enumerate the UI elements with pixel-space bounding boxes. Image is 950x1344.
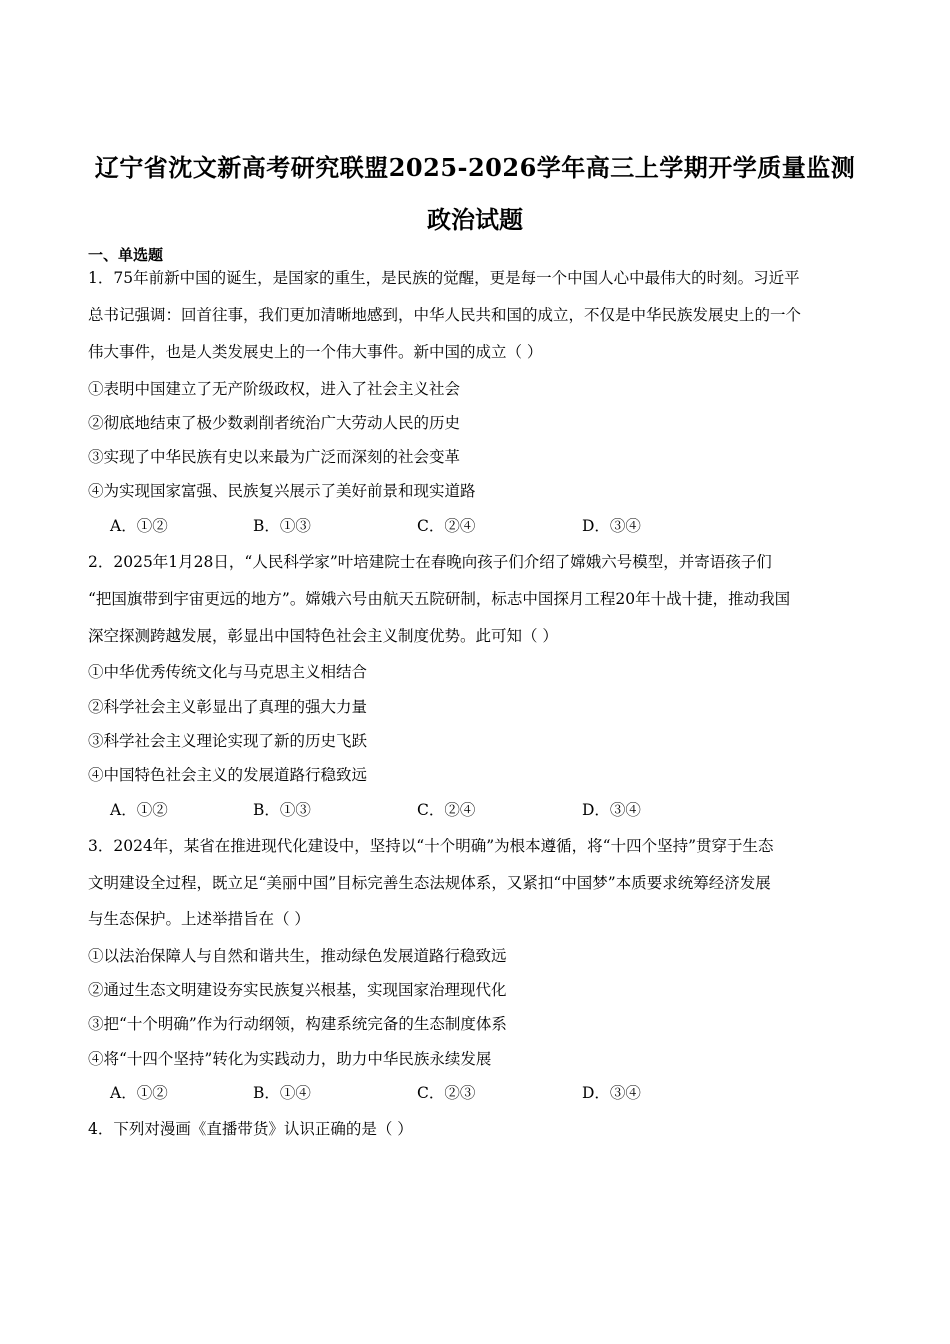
q3-option-c[interactable]: C．②③ — [417, 1084, 476, 1102]
q1-option-b[interactable]: B．①③ — [253, 517, 311, 535]
q2-item: ④中国特色社会主义的发展道路行稳致远 — [88, 766, 368, 784]
q1-option-d[interactable]: D．③④ — [582, 517, 641, 535]
q2-stem-line: 2．2025年1月28日，“人民科学家”叶培建院士在春晚向孩子们介绍了嫦娥六号模型，并寄语孩子们 — [88, 553, 772, 571]
q3-item: ①以法治保障人与自然和谐共生，推动绿色发展道路行稳致远 — [88, 947, 507, 965]
q2-item: ①中华优秀传统文化与马克思主义相结合 — [88, 663, 368, 681]
q3-option-d[interactable]: D．③④ — [582, 1084, 641, 1102]
section-heading: 一、单选题 — [88, 246, 164, 264]
q4-stem-line: 4．下列对漫画《直播带货》认识正确的是（ ） — [88, 1120, 413, 1138]
q1-item: ③实现了中华民族有史以来最为广泛而深刻的社会变革 — [88, 448, 461, 466]
q3-item: ④将“十四个坚持”转化为实践动力，助力中华民族永续发展 — [88, 1050, 492, 1068]
q2-option-b[interactable]: B．①③ — [253, 801, 311, 819]
q1-item: ①表明中国建立了无产阶级政权，进入了社会主义社会 — [88, 380, 461, 398]
q2-option-d[interactable]: D．③④ — [582, 801, 641, 819]
q2-item: ③科学社会主义理论实现了新的历史飞跃 — [88, 732, 368, 750]
q1-option-c[interactable]: C．②④ — [417, 517, 476, 535]
q1-option-a[interactable]: A．①② — [110, 517, 168, 535]
q3-stem-line: 3．2024年，某省在推进现代化建设中，坚持以“十个明确”为根本遵循，将“十四个坚持”贯穿于生态 — [88, 837, 774, 855]
q1-item: ②彻底地结束了极少数剥削者统治广大劳动人民的历史 — [88, 414, 461, 432]
exam-title: 辽宁省沈文新高考研究联盟2025-2026学年高三上学期开学质量监测 — [94, 153, 856, 182]
q1-item: ④为实现国家富强、民族复兴展示了美好前景和现实道路 — [88, 482, 476, 500]
q1-stem-line: 总书记强调：回首往事，我们更加清晰地感到，中华人民共和国的成立，不仅是中华民族发展史上的一个 — [88, 306, 802, 324]
q3-item: ③把“十个明确”作为行动纲领，构建系统完备的生态制度体系 — [88, 1015, 507, 1033]
exam-subject: 政治试题 — [427, 205, 523, 234]
q3-stem-line: 文明建设全过程，既立足“美丽中国”目标完善生态法规体系，又紧扣“中国梦”本质要求统筹经济发展 — [88, 874, 771, 892]
q2-option-a[interactable]: A．①② — [110, 801, 168, 819]
q2-stem-line: 深空探测跨越发展，彰显出中国特色社会主义制度优势。此可知（ ） — [88, 627, 558, 645]
q2-stem-line: “把国旗带到宇宙更远的地方”。嫦娥六号由航天五院研制，标志中国探月工程20年十战十捷，推动我国 — [88, 590, 791, 608]
q1-stem-line: 伟大事件，也是人类发展史上的一个伟大事件。新中国的成立（ ） — [88, 343, 543, 361]
q3-item: ②通过生态文明建设夯实民族复兴根基，实现国家治理现代化 — [88, 981, 507, 999]
q2-option-c[interactable]: C．②④ — [417, 801, 476, 819]
q2-item: ②科学社会主义彰显出了真理的强大力量 — [88, 698, 368, 716]
q1-stem-line: 1．75年前新中国的诞生，是国家的重生，是民族的觉醒，更是每一个中国人心中最伟大的时刻。习近平 — [88, 269, 800, 287]
q3-stem-line: 与生态保护。上述举措旨在（ ） — [88, 910, 310, 928]
q3-option-a[interactable]: A．①② — [110, 1084, 168, 1102]
q3-option-b[interactable]: B．①④ — [253, 1084, 311, 1102]
